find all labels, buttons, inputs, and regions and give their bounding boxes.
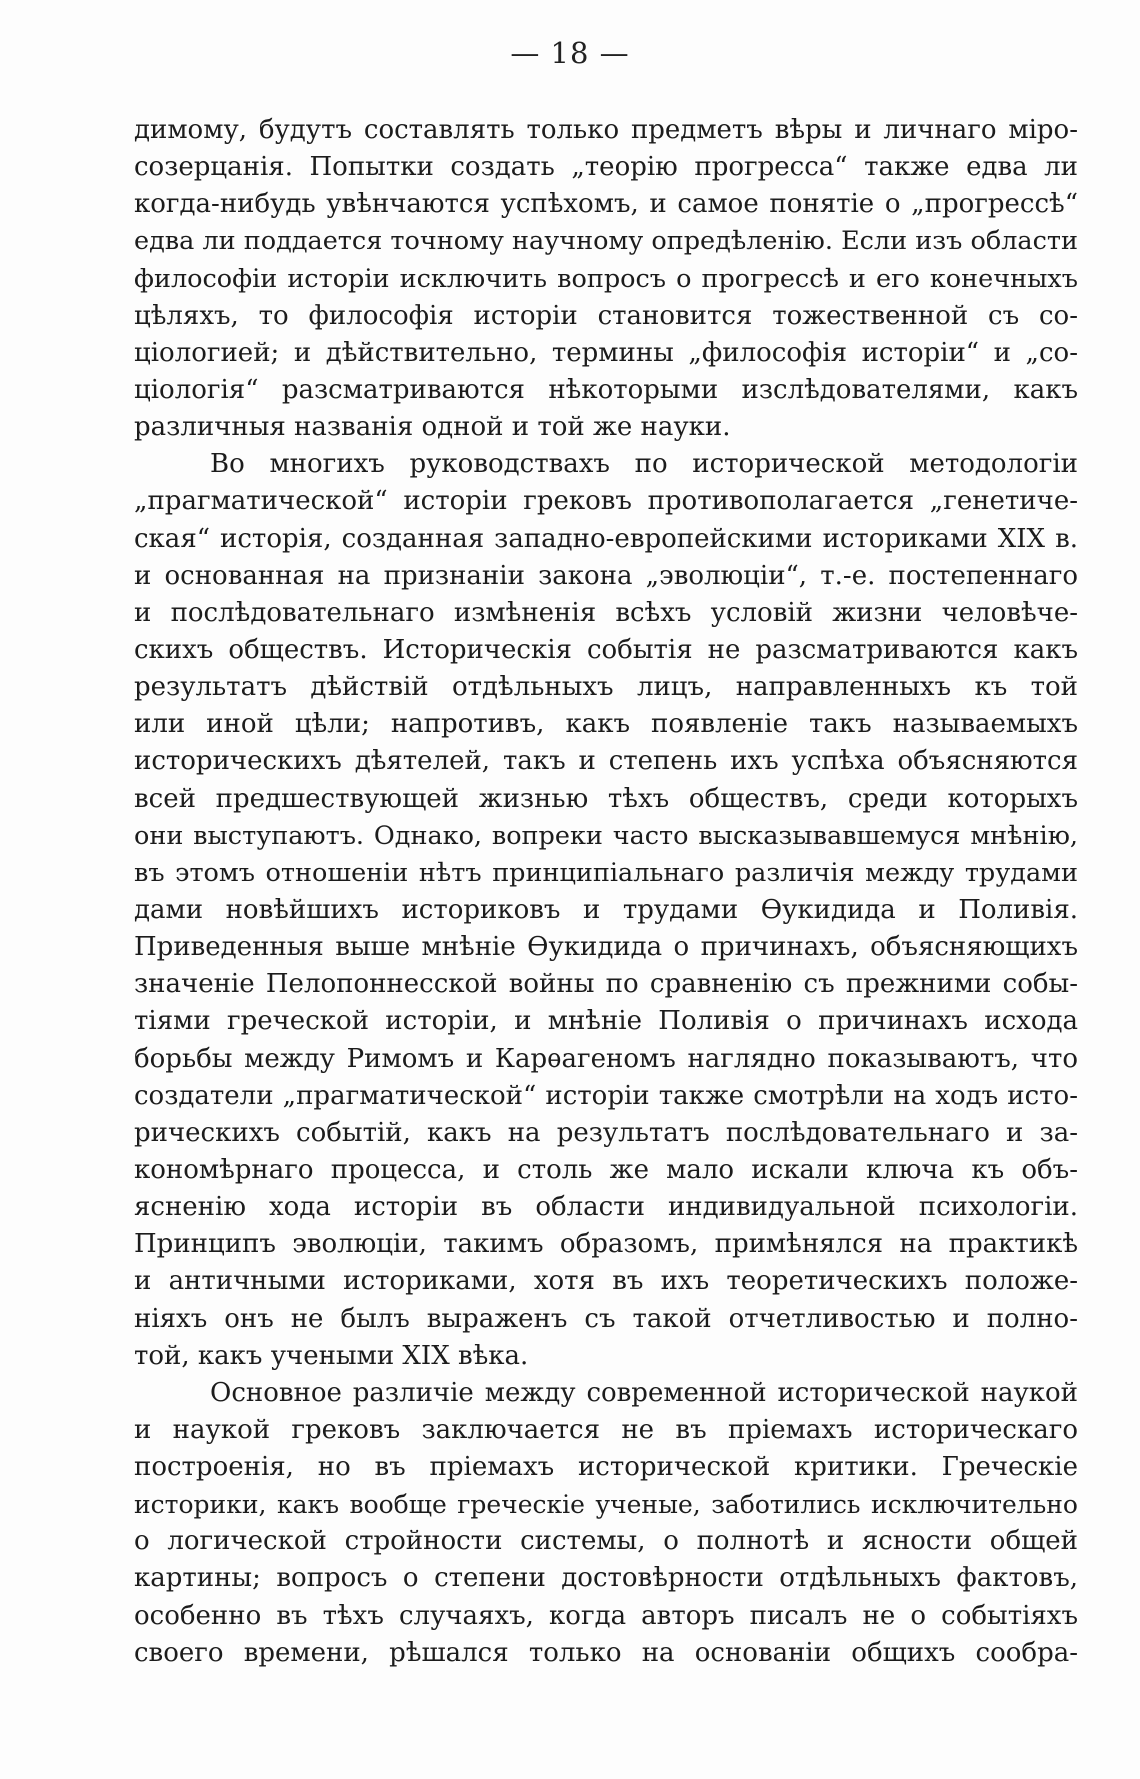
text-line: кономѣрнаго процесса, и столь же мало искали ключа къ объ-: [134, 1154, 1078, 1185]
paragraph: [134, 1375, 1078, 1672]
text-line: и наукой грековъ заключается не въ пріемахъ историческаго: [134, 1414, 1078, 1445]
text-line: скихъ обществъ. Историческія событія не разсматриваются какъ: [134, 634, 1078, 665]
text-line: философіи исторіи исключить вопросъ о прогрессѣ и его конечныхъ: [134, 263, 1078, 294]
text-line: цѣляхъ, то философія исторіи становится тожественной съ со-: [134, 300, 1078, 331]
text-line: построенія, но въ пріемахъ исторической критики. Греческіе: [134, 1452, 1078, 1483]
text-line: они выступаютъ. Однако, вопреки часто высказывавшемуся мнѣнію,: [134, 820, 1078, 851]
text-line: Принципъ эволюціи, такимъ образомъ, примѣнялся на практикѣ: [134, 1229, 1078, 1260]
text-line: картины; вопросъ о степени достовѣрности отдѣльныхъ фактовъ,: [134, 1563, 1078, 1594]
text-line: историки, какъ вообще греческіе ученые, заботились исключительно: [134, 1490, 1078, 1520]
text-line: и послѣдовательнаго измѣненія всѣхъ условій жизни человѣче-: [134, 597, 1078, 628]
text-line: результатъ дѣйствій отдѣльныхъ лицъ, направленныхъ къ той: [134, 672, 1078, 703]
text-line: въ этомъ отношеніи нѣтъ принципіальнаго различія между трудами: [134, 857, 1078, 888]
text-line: Во многихъ руководствахъ по исторической методологіи: [210, 449, 1078, 480]
text-line: созерцанія. Попытки создать „теорію прогресса“ также едва ли: [134, 152, 1078, 183]
text-line: историческихъ дѣятелей, такъ и степень ихъ успѣха объясняются: [134, 746, 1078, 777]
page-number: — 18 —: [510, 36, 630, 70]
page-body: [134, 112, 1078, 1672]
text-line: ясненію хода исторіи въ области индивидуальной психологіи.: [134, 1192, 1078, 1223]
text-line: Основное различіе между современной исторической наукой: [210, 1377, 1078, 1408]
text-line: или иной цѣли; напротивъ, какъ появленіе такъ называемыхъ: [134, 709, 1078, 740]
text-line: „прагматической“ исторіи грековъ противополагается „генетиче-: [134, 486, 1078, 517]
text-line: и античными историками, хотя въ ихъ теоретическихъ положе-: [134, 1266, 1078, 1297]
text-line: различныя названія одной и той же науки.: [134, 412, 731, 443]
text-line: особенно въ тѣхъ случаяхъ, когда авторъ писалъ не о событіяхъ: [134, 1600, 1078, 1631]
text-line: ціологія“ разсматриваются нѣкоторыми изслѣдователями, какъ: [134, 374, 1078, 405]
text-line: своего времени, рѣшался только на основаніи общихъ сообра-: [134, 1637, 1078, 1668]
text-line: дами новѣйшихъ историковъ и трудами Ѳукидида и Поливія.: [134, 894, 1078, 925]
text-line: ціологией; и дѣйствительно, термины „философія исторіи“ и „со-: [134, 337, 1078, 368]
text-line: создатели „прагматической“ исторіи также смотрѣли на ходъ исто-: [134, 1080, 1078, 1111]
text-line: значеніе Пелопоннесской войны по сравненію съ прежними собы-: [134, 969, 1078, 1000]
text-line: Приведенныя выше мнѣніе Ѳукидида о причинахъ, объясняющихъ: [134, 932, 1078, 963]
paragraph: [134, 112, 1078, 446]
paragraph: [134, 446, 1078, 1375]
text-line: ніяхъ онъ не былъ выраженъ съ такой отчетливостью и полно-: [134, 1303, 1078, 1334]
text-line: той, какъ учеными XIX вѣка.: [134, 1340, 529, 1371]
text-line: димому, будутъ составлять только предметъ вѣры и личнаго міро-: [134, 115, 1078, 145]
text-line: борьбы между Римомъ и Карѳагеномъ наглядно показываютъ, что: [134, 1043, 1078, 1074]
text-line: всей предшествующей жизнью тѣхъ обществъ, среди которыхъ: [134, 783, 1078, 814]
text-line: когда-нибудь увѣнчаются успѣхомъ, и самое понятіе о „прогрессѣ“: [134, 189, 1078, 220]
text-line: тіями греческой исторіи, и мнѣніе Поливія о причинахъ исхода: [134, 1006, 1078, 1037]
text-line: ская“ исторія, созданная западно-европейскими историками XIX в.: [134, 523, 1078, 554]
text-line: едва ли поддается точному научному опредѣленію. Если изъ области: [134, 226, 1078, 257]
text-line: о логической стройности системы, о полнотѣ и ясности общей: [134, 1526, 1078, 1557]
text-line: рическихъ событій, какъ на результатъ послѣдовательнаго и за-: [134, 1117, 1078, 1148]
text-line: и основанная на признаніи закона „эволюціи“, т.-е. постепеннаго: [134, 560, 1078, 591]
